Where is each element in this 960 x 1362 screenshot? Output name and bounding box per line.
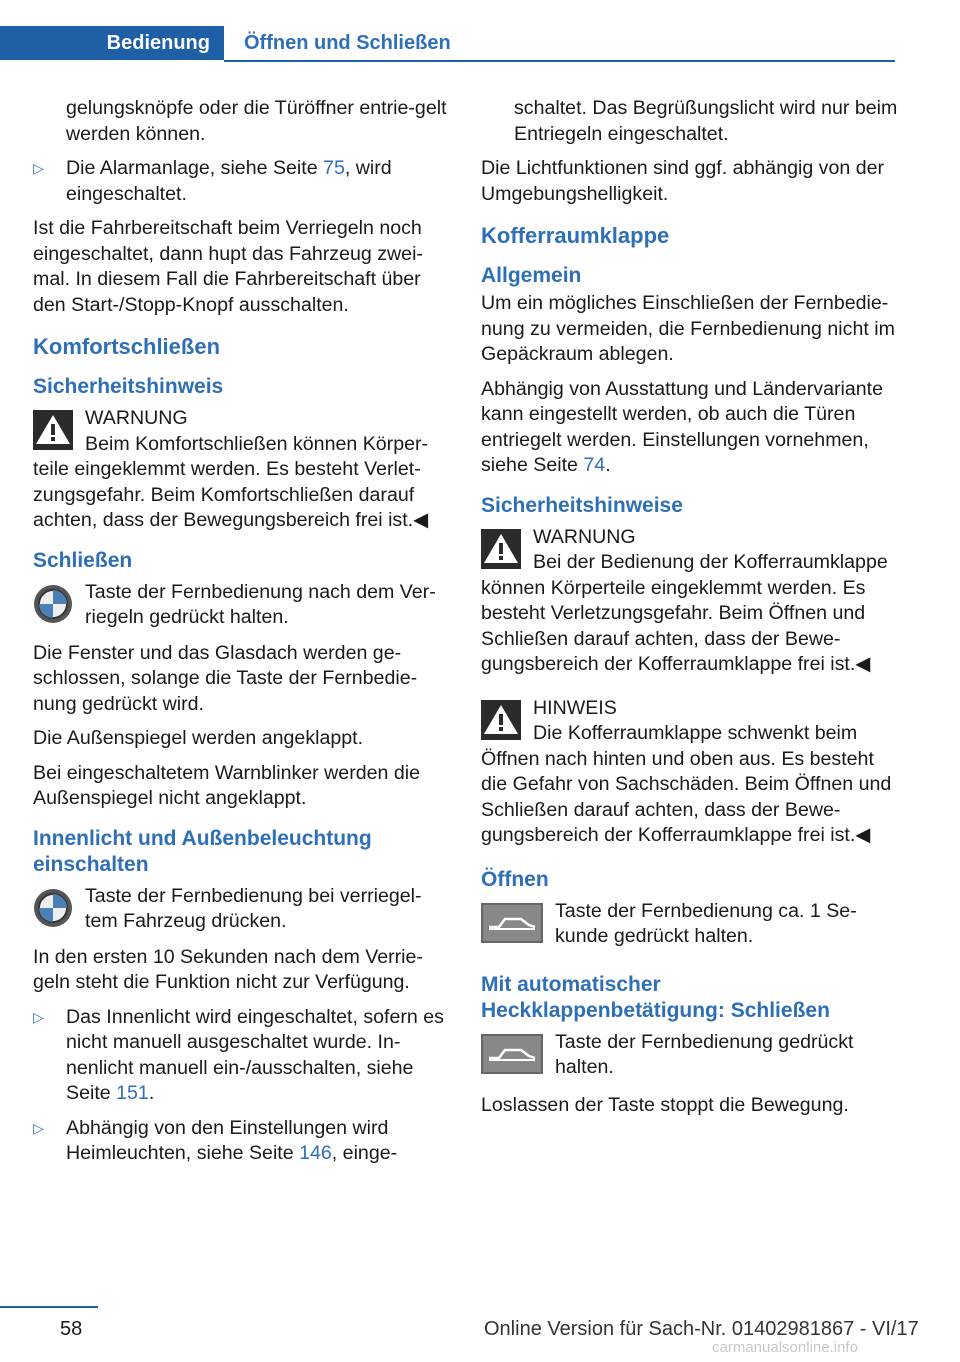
heading-kofferraumklappe: Kofferraumklappe	[481, 223, 670, 248]
header-bar	[0, 26, 895, 62]
page-number: 58	[60, 1318, 83, 1340]
instruction-text: Taste der Fernbedienung bei verriegel‐tem Fahrzeug drücken.	[85, 884, 422, 932]
header-divider	[224, 60, 895, 62]
warning-triangle-icon	[33, 410, 73, 450]
heading-schliessen: Schließen	[33, 548, 133, 572]
instruction-text: Taste der Fernbedienung ca. 1 Se‐kunde gedrückt halten.	[555, 899, 857, 947]
page-link[interactable]: 74	[583, 454, 606, 476]
key-instruction	[481, 899, 899, 950]
instruction-text: Taste der Fernbedienung gedrückt halten.	[555, 1030, 854, 1078]
heading-oeffnen: Öffnen	[481, 867, 549, 891]
heading-automatische-heckklappe: Mit automatischer Heckklappenbetätigung: Schließen	[481, 972, 830, 1022]
paragraph: Die Lichtfunktionen sind ggf. abhängig von der Umgebungshelligkeit.	[481, 157, 885, 205]
page-link[interactable]: 75	[323, 157, 345, 179]
heading-innenlicht: Innenlicht und Außenbeleuchtung einschalten	[33, 826, 372, 876]
footer-divider	[0, 1306, 98, 1308]
trunk-open-icon	[481, 1034, 543, 1074]
paragraph: Ist die Fahrbereitschaft beim Verriegeln noch eingeschaltet, dann hupt das Fahrzeug zwei‐mal. In diesem Fall die Fahrbereitschaft über den Start-/Stopp-Knopf ausschalten.	[33, 217, 423, 316]
page-link[interactable]: 146	[299, 1142, 332, 1164]
warning-text: Bei der Bedienung der Kofferraumklappe können Körperteile eingeklemmt werden. Es besteht Verletzungsgefahr. Beim Öffnen und Schließen darauf achten, dass der Bewe‐gungsbereich der Kofferraumklappe frei ist.◀	[481, 551, 888, 675]
warning-notice	[481, 525, 899, 678]
right-column	[481, 96, 899, 1127]
warning-triangle-icon	[481, 529, 521, 569]
paragraph: In den ersten 10 Sekunden nach dem Verrie‐geln steht die Funktion nicht zur Verfügung.	[33, 945, 423, 993]
heading-sicherheitshinweis: Sicherheitshinweis	[33, 375, 224, 398]
list-item: ▷ Die Alarmanlage, siehe Seite 75, wird eingeschaltet.	[33, 156, 451, 207]
paragraph: schaltet. Das Begrüßungslicht wird nur beim Entriegeln eingeschaltet.	[514, 97, 898, 145]
hint-notice	[481, 696, 899, 849]
online-version-note: Online Version für Sach-Nr. 01402981867 - VI/17	[484, 1318, 919, 1340]
warning-notice	[33, 406, 451, 534]
tab-bedienung[interactable]: Bedienung	[0, 26, 224, 60]
tab-oeffnen-schliessen[interactable]: Öffnen und Schließen	[244, 32, 451, 54]
paragraph: Abhängig von Ausstattung und Ländervariante kann eingestellt werden, ob auch die Türen entriegelt werden. Einstellungen vornehmen, siehe Seite 74.	[481, 377, 883, 476]
heading-komfortschliessen: Komfortschließen	[33, 334, 221, 359]
instruction-text: Taste der Fernbedienung nach dem Ver‐riegeln gedrückt halten.	[85, 580, 436, 628]
paragraph: Loslassen der Taste stoppt die Bewegung.	[481, 1093, 849, 1116]
warning-text: Beim Komfortschließen können Körper‐teile eingeklemmt werden. Es besteht Verlet‐zungsgefahr. Beim Komfortschließen darauf achten, dass der Bewegungsbereich frei ist.◀	[33, 432, 429, 531]
list-item: ▷ Abhängig von den Einstellungen wird Heimleuchten, siehe Seite 146, einge‐	[33, 1116, 451, 1167]
paragraph: Die Außenspiegel werden angeklappt.	[33, 727, 364, 749]
bmw-key-icon	[33, 888, 73, 928]
paragraph: Um ein mögliches Einschließen der Fernbedie‐nung zu vermeiden, die Fernbedienung nicht im Gepäckraum ablegen.	[481, 292, 895, 365]
key-instruction	[33, 884, 451, 935]
left-column	[33, 96, 451, 1176]
list-item: ▷ Das Innenlicht wird eingeschaltet, sofern es nicht manuell ausgeschaltet wurde. In‐nenlicht manuell ein-/ausschalten, siehe Seite 151.	[33, 1005, 451, 1107]
heading-allgemein: Allgemein	[481, 264, 582, 287]
key-instruction	[481, 1030, 899, 1081]
hint-text: Die Kofferraumklappe schwenkt beim Öffnen nach hinten und oben aus. Es besteht die Gefahr von Sachschäden. Beim Öffnen und Schließen darauf achten, dass der Bewe‐gungsbereich der Kofferraumklappe frei ist.◀	[481, 722, 892, 846]
warning-title: WARNUNG	[533, 525, 636, 548]
bmw-key-icon	[33, 584, 73, 624]
paragraph: gelungsknöpfe oder die Türöffner entrie‐gelt werden können.	[66, 97, 447, 145]
paragraph: Bei eingeschaltetem Warnblinker werden die Außenspiegel nicht angeklappt.	[33, 761, 420, 809]
warning-triangle-icon	[481, 700, 521, 740]
key-instruction	[33, 580, 451, 631]
trunk-open-icon	[481, 903, 543, 943]
warning-title: WARNUNG	[85, 407, 188, 429]
paragraph: Die Fenster und das Glasdach werden ge‐schlossen, solange die Taste der Fernbedie‐nung gedrückt wird.	[33, 641, 418, 715]
page-link[interactable]: 151	[116, 1082, 149, 1104]
watermark: carmanualsonline.info	[712, 1339, 858, 1356]
hint-title: HINWEIS	[533, 696, 617, 719]
heading-sicherheitshinweise: Sicherheitshinweise	[481, 493, 683, 517]
